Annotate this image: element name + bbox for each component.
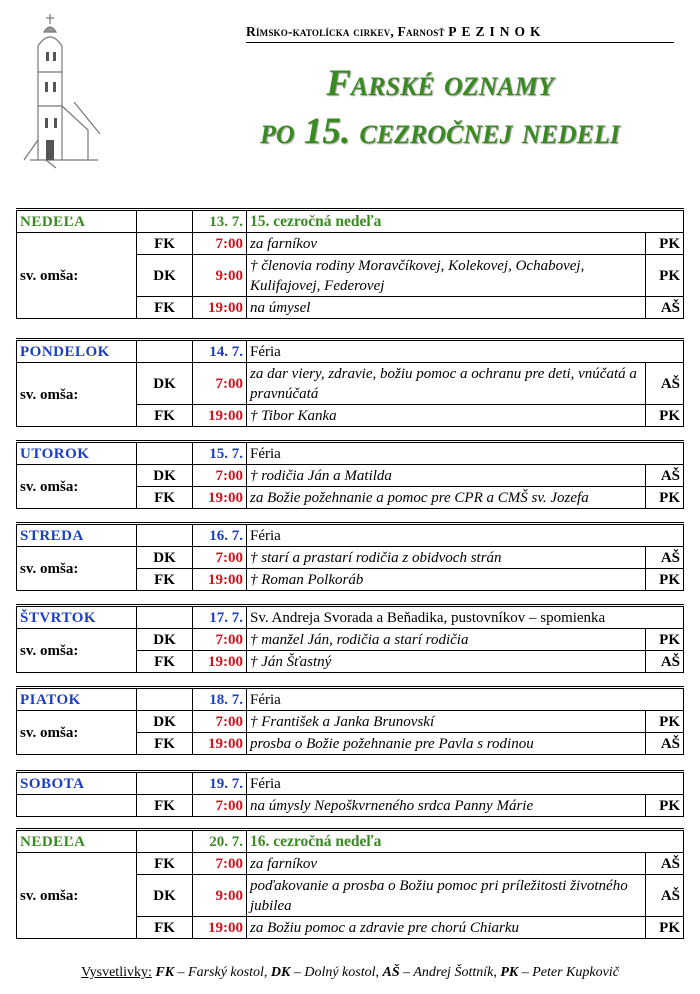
mass-intention: za Božiu pomoc a zdravie pre chorú Chiarku	[247, 917, 646, 939]
church-code: FK	[137, 795, 193, 817]
mass-intention: za Božie požehnanie a pomoc pre CPR a CMŠ sv. Jozefa	[247, 487, 646, 509]
legend-label: Vysvetlivky:	[81, 965, 152, 980]
mass-time: 19:00	[193, 487, 247, 509]
mass-label: sv. omša:	[17, 629, 137, 673]
legend-as-text: – Andrej Šottník,	[399, 965, 501, 980]
day-feast: Féria	[247, 772, 684, 795]
church-code: DK	[137, 711, 193, 733]
mass-time: 7:00	[193, 853, 247, 875]
legend-dk-code: DK	[270, 965, 291, 980]
empty-cell	[137, 772, 193, 795]
mass-label: sv. omša:	[17, 233, 137, 319]
day-header-row	[17, 524, 684, 547]
mass-time: 7:00	[193, 363, 247, 405]
day-name: PIATOK	[17, 688, 137, 711]
empty-cell	[137, 688, 193, 711]
mass-time: 9:00	[193, 875, 247, 917]
day-table	[16, 604, 684, 673]
day-feast: Féria	[247, 688, 684, 711]
priest-code: PK	[645, 255, 683, 297]
day-name: STREDA	[17, 524, 137, 547]
day-header-row	[17, 340, 684, 363]
mass-time: 7:00	[193, 795, 247, 817]
priest-code: AŠ	[646, 651, 684, 673]
day-table	[16, 522, 684, 591]
priest-code: AŠ	[645, 297, 683, 319]
day-date: 18. 7.	[193, 688, 247, 711]
mass-intention: prosba o Božie požehnanie pre Pavla s rodinou	[247, 733, 646, 755]
church-code: DK	[137, 629, 193, 651]
mass-row	[17, 853, 684, 875]
day-table	[16, 828, 684, 939]
day-date: 15. 7.	[193, 442, 247, 465]
empty-cell	[137, 606, 193, 629]
empty-cell	[137, 340, 193, 363]
mass-label: sv. omša:	[17, 363, 137, 427]
mass-intention: † František a Janka Brunovskí	[247, 711, 646, 733]
priest-code: PK	[645, 569, 683, 591]
church-code: DK	[137, 255, 193, 297]
mass-time: 7:00	[193, 629, 247, 651]
mass-intention: † Ján Šťastný	[247, 651, 646, 673]
day-table	[16, 338, 684, 427]
day-date: 20. 7.	[193, 830, 247, 853]
mass-intention: † manžel Ján, rodičia a starí rodičia	[247, 629, 646, 651]
day-feast: 16. cezročná nedeľa	[247, 830, 684, 853]
mass-label: sv. omša:	[17, 853, 137, 939]
mass-time: 7:00	[193, 233, 247, 255]
priest-code: AŠ	[645, 733, 683, 755]
church-code: FK	[137, 917, 193, 939]
church-code: FK	[137, 233, 193, 255]
day-header-row	[17, 210, 684, 233]
church-code: DK	[137, 875, 193, 917]
legend-as-code: AŠ	[382, 965, 400, 980]
priest-code: AŠ	[645, 875, 683, 917]
legend-fk-text: – Farský kostol,	[174, 965, 271, 980]
legend-pk-code: PK	[500, 965, 519, 980]
mass-label: sv. omša:	[17, 547, 137, 591]
mass-intention: za farníkov	[247, 233, 646, 255]
day-name: ŠTVRTOK	[17, 606, 137, 629]
church-code: FK	[137, 853, 193, 875]
mass-row	[17, 795, 684, 817]
mass-label	[17, 795, 137, 817]
church-code: FK	[137, 405, 193, 427]
priest-code: PK	[645, 487, 683, 509]
mass-intention: na úmysel	[247, 297, 646, 319]
day-header-row	[17, 442, 684, 465]
church-code: DK	[137, 547, 193, 569]
legend-pk-text: – Peter Kupkovič	[518, 965, 619, 980]
mass-label: sv. omša:	[17, 711, 137, 755]
church-code: DK	[137, 363, 193, 405]
day-feast: Féria	[247, 340, 684, 363]
day-name: SOBOTA	[17, 772, 137, 795]
empty-cell	[137, 524, 193, 547]
mass-time: 7:00	[193, 547, 247, 569]
mass-intention: za dar viery, zdravie, božiu pomoc a ochranu pre deti, vnúčatá a pravnúčatá	[247, 363, 646, 405]
day-name: UTOROK	[17, 442, 137, 465]
mass-row	[17, 547, 684, 569]
day-header-row	[17, 688, 684, 711]
day-name: PONDELOK	[17, 340, 137, 363]
day-date: 16. 7.	[193, 524, 247, 547]
mass-intention: † starí a prastarí rodičia z obidvoch strán	[247, 547, 646, 569]
mass-intention: za farníkov	[247, 853, 646, 875]
day-feast: Féria	[247, 524, 684, 547]
priest-code: PK	[646, 629, 684, 651]
parish-header	[246, 24, 674, 43]
priest-code: AŠ	[645, 465, 683, 487]
day-date: 13. 7.	[193, 210, 247, 233]
day-table	[16, 208, 684, 319]
day-feast: Sv. Andreja Svorada a Beňadika, pustovníkov – spomienka	[247, 606, 684, 629]
mass-time: 19:00	[193, 651, 247, 673]
church-code: DK	[137, 465, 193, 487]
priest-code: AŠ	[645, 853, 683, 875]
empty-cell	[137, 210, 193, 233]
legend	[0, 965, 700, 981]
mass-intention: † Tibor Kanka	[247, 405, 646, 427]
mass-row	[17, 363, 684, 405]
day-header-row	[17, 772, 684, 795]
mass-row	[17, 465, 684, 487]
day-header-row	[17, 830, 684, 853]
church-tower-logo	[16, 10, 106, 170]
parish-town: PEZINOK	[448, 24, 546, 39]
mass-row	[17, 233, 684, 255]
parish-prefix: Rímsko-katolícka cirkev, Farnosť	[246, 24, 445, 39]
page-subtitle: po 15. cezročnej nedeli	[259, 111, 621, 152]
priest-code: PK	[645, 405, 683, 427]
day-table	[16, 440, 684, 509]
mass-intention: † Roman Polkoráb	[247, 569, 646, 591]
day-name: NEDEĽA	[17, 210, 137, 233]
day-date: 14. 7.	[193, 340, 247, 363]
mass-label: sv. omša:	[17, 465, 137, 509]
mass-intention: na úmysly Nepoškvrneného srdca Panny Márie	[247, 795, 646, 817]
church-code: FK	[137, 733, 193, 755]
mass-time: 19:00	[193, 297, 247, 319]
priest-code: AŠ	[645, 547, 683, 569]
priest-code: AŠ	[645, 363, 683, 405]
mass-time: 19:00	[193, 917, 247, 939]
mass-row	[17, 629, 684, 651]
church-code: FK	[137, 569, 193, 591]
church-code: FK	[137, 297, 193, 319]
day-table	[16, 686, 684, 755]
mass-intention: † členovia rodiny Moravčíkovej, Kolekovej, Ochabovej, Kulifajovej, Federovej	[247, 255, 646, 297]
day-feast: Féria	[247, 442, 684, 465]
empty-cell	[137, 442, 193, 465]
mass-intention: poďakovanie a prosba o Božiu pomoc pri príležitosti životného jubilea	[247, 875, 646, 917]
day-table	[16, 770, 684, 817]
priest-code: PK	[645, 795, 683, 817]
mass-time: 19:00	[193, 569, 247, 591]
mass-time: 19:00	[193, 733, 247, 755]
priest-code: PK	[645, 233, 683, 255]
church-code: FK	[137, 651, 193, 673]
mass-time: 7:00	[193, 465, 247, 487]
day-date: 17. 7.	[193, 606, 247, 629]
priest-code: PK	[645, 711, 683, 733]
mass-row	[17, 711, 684, 733]
page-title: Farské oznamy	[326, 63, 554, 104]
mass-time: 7:00	[193, 711, 247, 733]
legend-fk-code: FK	[155, 965, 175, 980]
day-feast: 15. cezročná nedeľa	[247, 210, 684, 233]
legend-dk-text: – Dolný kostol,	[290, 965, 383, 980]
day-name: NEDEĽA	[17, 830, 137, 853]
empty-cell	[137, 830, 193, 853]
day-date: 19. 7.	[193, 772, 247, 795]
church-code: FK	[137, 487, 193, 509]
priest-code: PK	[645, 917, 683, 939]
day-header-row	[17, 606, 684, 629]
mass-time: 19:00	[193, 405, 247, 427]
mass-time: 9:00	[193, 255, 247, 297]
mass-intention: † rodičia Ján a Matilda	[247, 465, 646, 487]
